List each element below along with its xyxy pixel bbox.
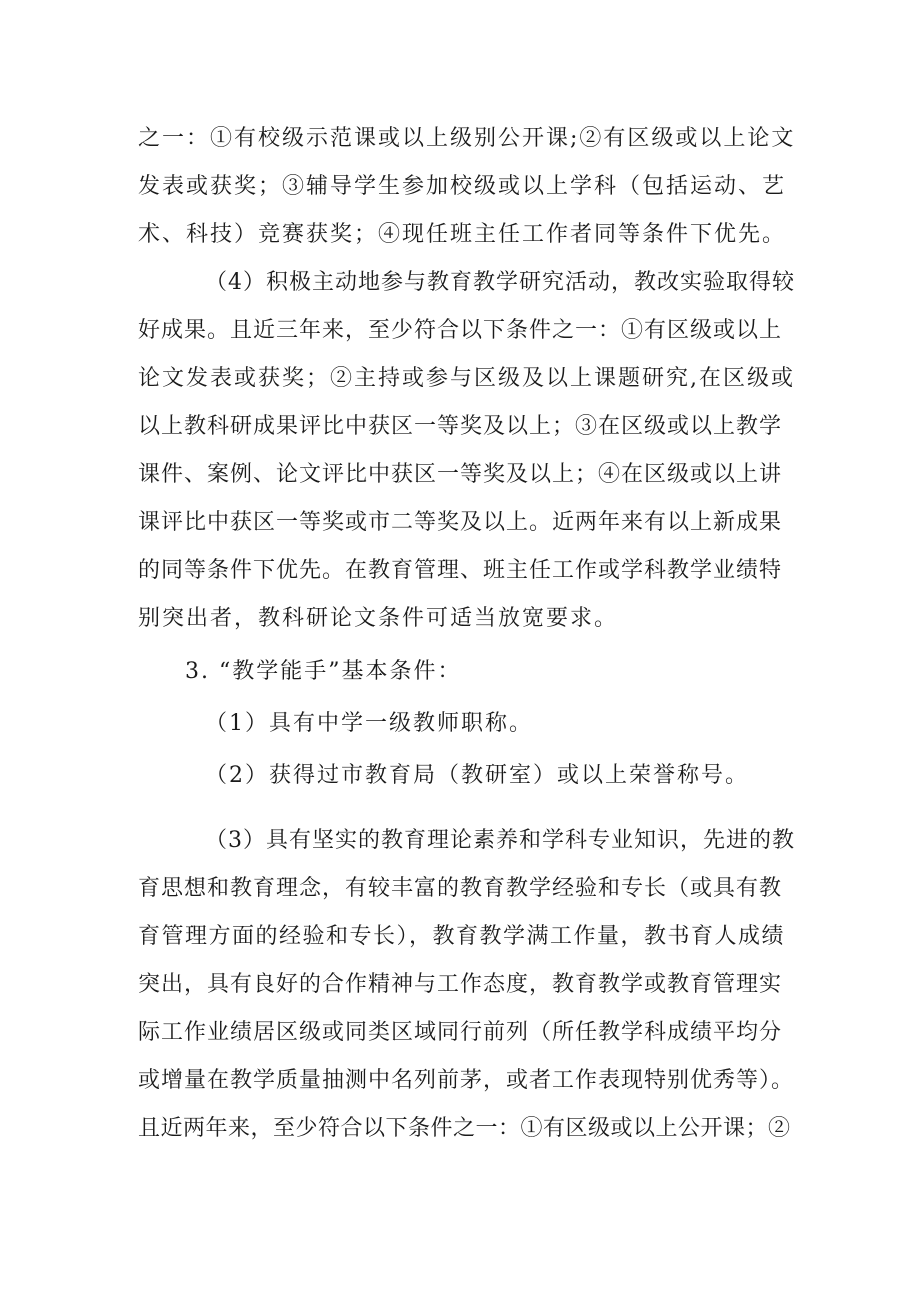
- text-line: 课评比中获区一等奖或市二等奖及以上。近两年来有以上新成果: [138, 510, 783, 535]
- text-line: 发表或获奖；③辅导学生参加校级或以上学科（包括运动、艺: [138, 174, 787, 199]
- text-line: 突出，具有良好的合作精神与工作态度，教育教学或教育管理实: [138, 972, 783, 997]
- text-line: 育管理方面的经验和专长），教育教学满工作量，教书育人成绩: [138, 924, 786, 949]
- text-line: 术、科技）竞赛获奖；④现任班主任工作者同等条件下优先。: [138, 222, 787, 247]
- text-line: 论文发表或获奖；②主持或参与区级及以上课题研究,在区级或: [138, 366, 795, 391]
- condition-1: （1）具有中学一级教师职称。: [205, 711, 533, 736]
- text-line: 际工作业绩居区级或同类区域同行前列（所任教学科成绩平均分: [138, 1020, 783, 1045]
- text-line: 课件、案例、论文评比中获区一等奖及以上；④在区级或以上讲: [138, 462, 783, 487]
- paragraph-4-start: （4）积极主动地参与教育教学研究活动，教改实验取得较: [205, 270, 795, 295]
- text-line: 别突出者，教科研论文条件可适当放宽要求。: [138, 606, 619, 631]
- section-heading-3: 3. “教学能手”基本条件：: [185, 659, 462, 684]
- text-line: 好成果。且近三年来，至少符合以下条件之一：①有区级或以上: [138, 318, 783, 343]
- condition-3-start: （3）具有坚实的教育理论素养和学科专业知识，先进的教: [205, 828, 795, 853]
- text-line: 以上教科研成果评比中获区一等奖及以上；③在区级或以上教学: [138, 414, 783, 439]
- condition-2: （2）获得过市教育局（教研室）或以上荣誉称号。: [205, 763, 749, 788]
- text-line: 之一：①有校级示范课或以上级别公开课;②有区级或以上论文: [138, 126, 796, 151]
- text-line: 且近两年来，至少符合以下条件之一：①有区级或以上公开课；②: [138, 1116, 791, 1141]
- text-line: 或增量在教学质量抽测中名列前茅，或者工作表现特别优秀等）。: [138, 1068, 795, 1093]
- text-line: 育思想和教育理念，有较丰富的教育教学经验和专长（或具有教: [138, 876, 783, 901]
- text-line: 的同等条件下优先。在教育管理、班主任工作或学科教学业绩特: [138, 558, 783, 583]
